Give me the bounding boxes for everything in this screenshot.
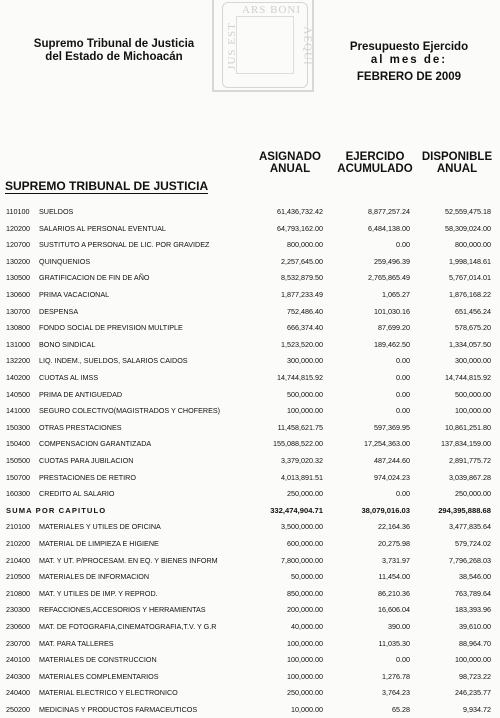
cell-code: 230700	[6, 638, 30, 648]
column-header-disponible	[414, 151, 500, 175]
cell-ejercido: 17,254,363.00	[364, 439, 410, 449]
cell-disponible: 250,000.00	[455, 489, 491, 499]
cell-disponible: 38,546.00	[459, 572, 491, 582]
cell-desc: SALARIOS AL PERSONAL EVENTUAL	[39, 223, 166, 233]
cell-code: 240400	[6, 688, 30, 698]
seal-text-right: AEQUI	[301, 26, 314, 66]
table-row	[0, 270, 500, 286]
table-row	[0, 553, 500, 569]
table-row	[0, 387, 500, 403]
column-header-asignado	[251, 151, 329, 175]
cell-asignado: 11,458,621.75	[277, 422, 323, 432]
column-header-asignado-line2: ANUAL	[269, 163, 311, 175]
cell-asignado: 666,374.40	[287, 323, 323, 333]
cell-disponible: 52,559,475.18	[445, 207, 491, 216]
cell-disponible: 2,891,775.72	[449, 456, 491, 465]
cell-desc: SUSTITUTO A PERSONAL DE LIC. POR GRAVIDEZ	[39, 240, 210, 250]
cell-ejercido: 390.00	[388, 622, 410, 631]
cell-code: 210400	[6, 555, 30, 565]
cell-code: 160300	[6, 489, 30, 499]
cell-disponible: 5,767,014.01	[449, 273, 491, 283]
cell-disponible: 3,039,867.28	[449, 472, 491, 482]
cell-ejercido: 259,496.39	[374, 256, 410, 266]
issuer-line-2: del Estado de Michoacán	[45, 51, 183, 63]
cell-ejercido: 65.28	[392, 705, 410, 714]
table-row	[0, 254, 500, 270]
cell-code: 132200	[6, 356, 30, 366]
table-row	[0, 353, 500, 369]
cell-code: 150300	[6, 422, 30, 432]
cell-ejercido: 487,244.60	[374, 456, 410, 465]
cell-ejercido: 0.00	[396, 655, 410, 665]
table-row	[0, 636, 500, 652]
cell-desc: GRATIFICACION DE FIN DE AÑO	[39, 273, 150, 283]
cell-asignado: 3,500,000.00	[281, 522, 323, 532]
cell-code: 140500	[6, 389, 30, 399]
cell-ejercido: 6,484,138.00	[368, 223, 410, 233]
cell-asignado: 50,000.00	[291, 572, 323, 582]
issuer-line-1: Supremo Tribunal de Justicia	[33, 38, 195, 50]
cell-disponible: 800,000.00	[455, 240, 491, 250]
cell-code: 130600	[6, 290, 30, 299]
cell-desc: MATERIAL ELECTRICO Y ELECTRONICO	[39, 688, 178, 698]
cell-code: 130800	[6, 323, 30, 333]
cell-desc: MATERIALES DE INFORMACION	[39, 572, 150, 582]
cell-code: 250200	[6, 705, 30, 714]
cell-desc: CREDITO AL SALARIO	[39, 489, 115, 499]
cell-desc: FONDO SOCIAL DE PREVISION MULTIPLE	[39, 323, 183, 333]
table-row	[0, 221, 500, 237]
cell-desc: MATERIALES DE CONSTRUCCION	[39, 655, 157, 665]
cell-disponible: 7,796,268.03	[449, 555, 491, 565]
table-row	[0, 536, 500, 552]
table-row	[0, 453, 500, 469]
table-row	[0, 586, 500, 602]
cell-desc: MATERIAL DE LIMPIEZA E HIGIENE	[39, 539, 159, 548]
column-header-ejercido	[334, 151, 416, 175]
cell-ejercido: 38,079,016.03	[361, 505, 410, 515]
cell-asignado: 100,000.00	[287, 671, 323, 681]
cell-asignado: 250,000.00	[287, 489, 323, 499]
cell-disponible: 39,610.00	[459, 622, 491, 631]
cell-desc: QUINQUENIOS	[39, 256, 91, 266]
cell-ejercido: 87,699.20	[378, 323, 410, 333]
seal-text-left: JUS EST	[225, 22, 238, 70]
cell-ejercido: 974,024.23	[374, 472, 410, 482]
cell-desc: MAT. Y UTILES DE IMP. Y REPROD.	[39, 588, 158, 598]
cell-ejercido: 3,764.23	[382, 688, 410, 698]
cell-code: 240100	[6, 655, 30, 665]
table-row	[0, 237, 500, 253]
cell-code: 210800	[6, 588, 30, 598]
seal-text-top: ARS BONI	[242, 4, 302, 16]
period-heading	[318, 41, 500, 84]
cell-asignado: 500,000.00	[287, 389, 323, 399]
cell-disponible: 137,834,159.00	[441, 439, 491, 449]
cell-ejercido: 0.00	[396, 356, 410, 366]
table-row	[0, 685, 500, 701]
table-row	[0, 403, 500, 419]
cell-disponible: 14,744,815.92	[445, 373, 491, 382]
cell-disponible: 58,309,024.00	[445, 223, 491, 233]
section-title: SUPREMO TRIBUNAL DE JUSTICIA	[5, 179, 209, 193]
cell-disponible: 1,998,148.61	[449, 256, 491, 266]
cell-ejercido: 0.00	[396, 240, 410, 250]
table-row	[0, 287, 500, 303]
table-row	[0, 569, 500, 585]
cell-ejercido: 86,210.36	[378, 588, 410, 598]
cell-ejercido: 0.00	[396, 406, 410, 416]
table-row	[0, 652, 500, 668]
cell-asignado: 14,744,815.92	[277, 373, 323, 382]
cell-desc: PRESTACIONES DE RETIRO	[39, 472, 136, 482]
cell-disponible: 183,393.96	[455, 605, 491, 615]
cell-disponible: 651,456.24	[455, 306, 491, 316]
cell-desc: MATERIALES Y UTILES DE OFICINA	[39, 522, 161, 532]
cell-disponible: 3,477,835.64	[449, 522, 491, 532]
cell-desc: BONO SINDICAL	[39, 339, 96, 349]
cell-code: 130700	[6, 306, 30, 316]
table-row	[0, 436, 500, 452]
cell-code: 120700	[6, 240, 30, 250]
cell-code: 131000	[6, 339, 30, 349]
cell-ejercido: 101,030.16	[374, 306, 410, 316]
cell-disponible: 300,000.00	[455, 356, 491, 366]
cell-ejercido: 16,606.04	[378, 605, 410, 615]
cell-asignado: 100,000.00	[287, 655, 323, 665]
table-summary-row	[0, 503, 500, 519]
cell-disponible: 98,723.22	[459, 671, 491, 681]
column-header-disponible-line2: ANUAL	[436, 163, 478, 175]
cell-disponible: 500,000.00	[455, 389, 491, 399]
cell-desc: DESPENSA	[39, 306, 79, 316]
cell-asignado: 300,000.00	[287, 356, 323, 366]
cell-desc: COMPENSACION GARANTIZADA	[39, 439, 152, 449]
cell-desc: SEGURO COLECTIVO(MAGISTRADOS Y CHOFERES)	[39, 406, 221, 416]
column-header-disponible-line1: DISPONIBLE	[421, 151, 493, 163]
table-row	[0, 602, 500, 618]
cell-ejercido: 1,276.78	[382, 671, 410, 681]
cell-code: 230300	[6, 605, 30, 615]
cell-desc: CUOTAS PARA JUBILACION	[39, 456, 134, 465]
column-header-asignado-line1: ASIGNADO	[259, 151, 321, 163]
cell-asignado: 7,800,000.00	[281, 555, 323, 565]
cell-ejercido: 189,462.50	[374, 339, 410, 349]
cell-disponible: 763,789.64	[455, 588, 491, 598]
cell-disponible: 246,235.77	[455, 688, 491, 698]
cell-desc: SUELDOS	[39, 207, 74, 216]
seal-emblem	[236, 16, 294, 74]
cell-asignado: 200,000.00	[287, 605, 323, 615]
table-row	[0, 470, 500, 486]
cell-asignado: 752,486.40	[287, 306, 323, 316]
cell-disponible: 1,876,168.22	[449, 290, 491, 299]
cell-ejercido: 0.00	[396, 489, 410, 499]
cell-ejercido: 22,164.36	[378, 522, 410, 532]
cell-ejercido: 20,275.98	[378, 539, 410, 548]
cell-code: 110100	[6, 207, 30, 216]
table-row	[0, 337, 500, 353]
cell-disponible: 10,861,251.80	[445, 422, 491, 432]
cell-asignado: 1,523,520.00	[281, 339, 323, 349]
cell-asignado: 64,793,162.00	[277, 223, 323, 233]
table-row	[0, 304, 500, 320]
cell-asignado: 10,000.00	[291, 705, 323, 714]
table-row	[0, 669, 500, 685]
cell-asignado: 100,000.00	[287, 406, 323, 416]
cell-code: 240300	[6, 671, 30, 681]
cell-ejercido: 597,369.95	[374, 422, 410, 432]
cell-code: 150700	[6, 472, 30, 482]
table-row	[0, 320, 500, 336]
cell-code: 210100	[6, 522, 30, 532]
cell-desc: REFACCIONES,ACCESORIOS Y HERRAMIENTAS	[39, 605, 206, 615]
cell-desc: MAT. PARA TALLERES	[39, 638, 114, 648]
cell-code: 230600	[6, 622, 30, 631]
cell-asignado: 800,000.00	[287, 240, 323, 250]
table-row	[0, 702, 500, 718]
cell-ejercido: 3,731.97	[382, 555, 410, 565]
cell-ejercido: 8,877,257.24	[368, 207, 410, 216]
cell-desc: MATERIALES COMPLEMENTARIOS	[39, 671, 159, 681]
cell-asignado: 61,436,732.42	[277, 207, 323, 216]
cell-desc: MEDICINAS Y PRODUCTOS FARMACEUTICOS	[39, 705, 198, 714]
cell-disponible: 578,675.20	[455, 323, 491, 333]
period-line-1: Presupuesto Ejercido	[349, 41, 469, 53]
period-line-2: al mes de:	[370, 54, 448, 66]
cell-disponible: 88,964.70	[459, 638, 491, 648]
cell-ejercido: 11,454.00	[378, 572, 410, 582]
cell-code: 130200	[6, 256, 30, 266]
cell-code: 130500	[6, 273, 30, 283]
cell-disponible: 294,395,888.68	[438, 505, 491, 515]
cell-code: 150500	[6, 456, 30, 465]
issuer-heading	[0, 38, 228, 64]
cell-disponible: 100,000.00	[455, 655, 491, 665]
table-row	[0, 420, 500, 436]
cell-desc: PRIMA DE ANTIGUEDAD	[39, 389, 123, 399]
cell-asignado: 100,000.00	[287, 638, 323, 648]
cell-desc: MAT. Y UT. P/PROCESAM. EN EQ. Y BIENES INFORM	[39, 555, 218, 565]
cell-ejercido: 0.00	[396, 389, 410, 399]
table-row	[0, 486, 500, 502]
cell-disponible: 9,934.72	[463, 705, 491, 714]
cell-disponible: 1,334,057.50	[449, 339, 491, 349]
cell-code: 120200	[6, 223, 30, 233]
cell-ejercido: 2,765,865.49	[368, 273, 410, 283]
cell-asignado: 8,532,879.50	[281, 273, 323, 283]
column-header-ejercido-line2: ACUMULADO	[337, 163, 413, 175]
cell-ejercido: 1,065.27	[382, 290, 410, 299]
cell-asignado: 40,000.00	[291, 622, 323, 631]
cell-asignado: 2,257,645.00	[281, 256, 323, 266]
table-row	[0, 619, 500, 635]
cell-asignado: 155,088,522.00	[273, 439, 323, 449]
cell-asignado: 332,474,904.71	[270, 505, 323, 515]
cell-asignado: 4,013,891.51	[281, 472, 323, 482]
cell-asignado: 250,000.00	[287, 688, 323, 698]
cell-asignado: 1,877,233.49	[281, 290, 323, 299]
table-row	[0, 204, 500, 220]
cell-desc: LIQ. INDEM., SUELDOS, SALARIOS CAIDOS	[39, 356, 188, 366]
cell-asignado: 600,000.00	[287, 539, 323, 548]
cell-desc: OTRAS PRESTACIONES	[39, 422, 122, 432]
cell-asignado: 3,379,020.32	[281, 456, 323, 465]
cell-code: 210500	[6, 572, 30, 582]
table-row	[0, 370, 500, 386]
cell-code: 150400	[6, 439, 30, 449]
cell-ejercido: 11,035.30	[378, 638, 410, 648]
cell-code: 210200	[6, 539, 30, 548]
cell-code: 141000	[6, 406, 30, 416]
cell-ejercido: 0.00	[396, 373, 410, 382]
period-line-3: FEBRERO DE 2009	[356, 71, 462, 83]
cell-desc: MAT. DE FOTOGRAFIA,CINEMATOGRAFIA,T.V. Y G.R	[39, 622, 217, 631]
cell-desc: PRIMA VACACIONAL	[39, 290, 110, 299]
cell-desc: CUOTAS AL IMSS	[39, 373, 99, 382]
cell-code: 140200	[6, 373, 30, 382]
cell-disponible: 100,000.00	[455, 406, 491, 416]
cell-asignado: 850,000.00	[287, 588, 323, 598]
cell-disponible: 579,724.02	[455, 539, 491, 548]
column-header-ejercido-line1: EJERCIDO	[345, 151, 405, 163]
table-row	[0, 519, 500, 535]
cell-desc: SUMA POR CAPITULO	[6, 505, 107, 515]
